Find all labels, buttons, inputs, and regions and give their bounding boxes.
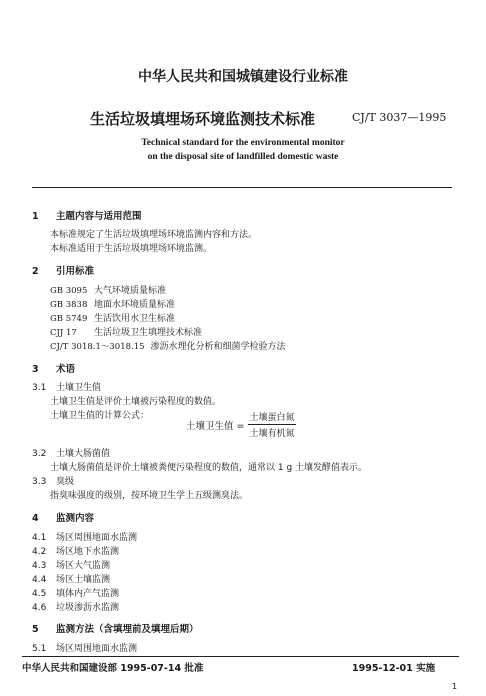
effective-date: 1995-12-01 实施 bbox=[352, 663, 436, 674]
reference-item bbox=[50, 325, 202, 338]
fraction-bar bbox=[248, 424, 296, 425]
term-number: 3.3 bbox=[32, 477, 47, 487]
reference-title: 大气环境质量标准 bbox=[94, 286, 167, 296]
section-1-paragraph-1: 本标准规定了生活垃圾填埋场环境监测内容和方法。 bbox=[50, 230, 258, 240]
english-title-line-1: Technical standard for the environmental monitor bbox=[141, 138, 345, 148]
term-3-2-paragraph-1: 土壤大肠菌值是评价土壤被粪便污染程度的数值，通常以 1 g 土壤发酵值表示。 bbox=[50, 463, 368, 473]
term-title: 土壤大肠菌值 bbox=[56, 449, 111, 459]
item-number: 4.5 bbox=[32, 589, 47, 599]
item-text: 填体内产气监测 bbox=[56, 589, 120, 599]
header-rule bbox=[32, 187, 452, 188]
item-number: 4.3 bbox=[32, 561, 47, 571]
item-number: 4.4 bbox=[32, 575, 47, 585]
section-number: 1 bbox=[32, 211, 39, 222]
reference-title: 生活垃圾卫生填埋技术标准 bbox=[94, 328, 203, 338]
term-3-1-heading bbox=[32, 380, 101, 393]
section-number: 3 bbox=[32, 364, 39, 375]
reference-code: CJ/T 3018.1～3018.15 bbox=[50, 342, 145, 352]
method-item bbox=[32, 641, 137, 654]
reference-code: CJJ 17 bbox=[50, 328, 77, 338]
section-3-heading bbox=[32, 361, 75, 375]
reference-code: GB 3838 bbox=[50, 300, 88, 310]
section-1-paragraph-2: 本标准适用于生活垃圾填埋场环境监测。 bbox=[50, 244, 213, 254]
formula-numerator: 土壤蛋白氮 bbox=[249, 413, 295, 423]
item-text: 场区地下水监测 bbox=[56, 547, 120, 557]
formula-fraction bbox=[248, 410, 296, 439]
standard-code: CJ/T 3037—1995 bbox=[352, 111, 447, 124]
section-number: 4 bbox=[32, 513, 39, 524]
item-number: 4.2 bbox=[32, 547, 47, 557]
term-title: 臭级 bbox=[56, 477, 75, 487]
section-5-heading bbox=[32, 621, 199, 635]
monitoring-item bbox=[32, 558, 110, 571]
page-number: 1 bbox=[452, 682, 458, 691]
reference-item bbox=[50, 283, 166, 296]
section-4-heading bbox=[32, 510, 94, 524]
item-number: 5.1 bbox=[32, 644, 47, 654]
section-title: 术语 bbox=[56, 364, 76, 375]
section-1-heading bbox=[32, 208, 142, 222]
reference-item bbox=[50, 339, 286, 352]
monitoring-item bbox=[32, 600, 119, 613]
term-title: 土壤卫生值 bbox=[56, 383, 102, 393]
term-number: 3.2 bbox=[32, 449, 47, 459]
term-3-1-paragraph-2: 土壤卫生值的计算公式： bbox=[50, 411, 150, 421]
reference-code: GB 3095 bbox=[50, 286, 88, 296]
item-text: 场区土壤监测 bbox=[56, 575, 111, 585]
section-title: 主题内容与适用范围 bbox=[56, 211, 142, 222]
formula-denominator: 土壤有机氮 bbox=[249, 429, 295, 439]
formula-lhs: 土壤卫生值 = bbox=[186, 421, 245, 432]
section-number: 2 bbox=[32, 266, 39, 277]
reference-item bbox=[50, 311, 175, 324]
section-title: 监测方法（含填埋前及填埋后期） bbox=[56, 624, 199, 635]
ministry-heading: 中华人民共和国城镇建设行业标准 bbox=[138, 69, 348, 85]
item-text: 场区周围地面水监测 bbox=[56, 644, 138, 654]
formula bbox=[186, 413, 295, 439]
reference-code: GB 5749 bbox=[50, 314, 88, 324]
english-title-line-2: on the disposal site of landfilled domestic waste bbox=[147, 152, 339, 162]
reference-item bbox=[50, 297, 175, 310]
term-3-3-heading bbox=[32, 474, 74, 487]
approval-line: 中华人民共和国建设部 1995-07-14 批准 bbox=[22, 663, 204, 674]
term-number: 3.1 bbox=[32, 383, 47, 393]
section-2-heading bbox=[32, 263, 94, 277]
standard-title: 生活垃圾填埋场环境监测技术标准 bbox=[90, 110, 316, 128]
section-number: 5 bbox=[32, 624, 39, 635]
item-number: 4.1 bbox=[32, 533, 47, 543]
monitoring-item bbox=[32, 530, 137, 543]
item-text: 垃圾渗沥水监测 bbox=[56, 603, 120, 613]
monitoring-item bbox=[32, 586, 119, 599]
item-number: 4.6 bbox=[32, 603, 47, 613]
section-title: 监测内容 bbox=[56, 513, 95, 524]
monitoring-item bbox=[32, 544, 119, 557]
monitoring-item bbox=[32, 572, 110, 585]
reference-title: 生活饮用水卫生标准 bbox=[94, 314, 176, 324]
section-title: 引用标准 bbox=[56, 266, 95, 277]
item-text: 场区周围地面水监测 bbox=[56, 533, 138, 543]
term-3-3-paragraph-1: 指臭味强度的级别，按环境卫生学上五级测臭法。 bbox=[50, 491, 249, 501]
term-3-2-heading bbox=[32, 446, 110, 459]
term-3-1-paragraph-1: 土壤卫生值是评价土壤被污染程度的数值。 bbox=[50, 397, 222, 407]
footer-rule bbox=[22, 656, 459, 657]
reference-title: 渗沥水理化分析和细菌学检验方法 bbox=[150, 342, 286, 352]
item-text: 场区大气监测 bbox=[56, 561, 111, 571]
reference-title: 地面水环境质量标准 bbox=[94, 300, 176, 310]
